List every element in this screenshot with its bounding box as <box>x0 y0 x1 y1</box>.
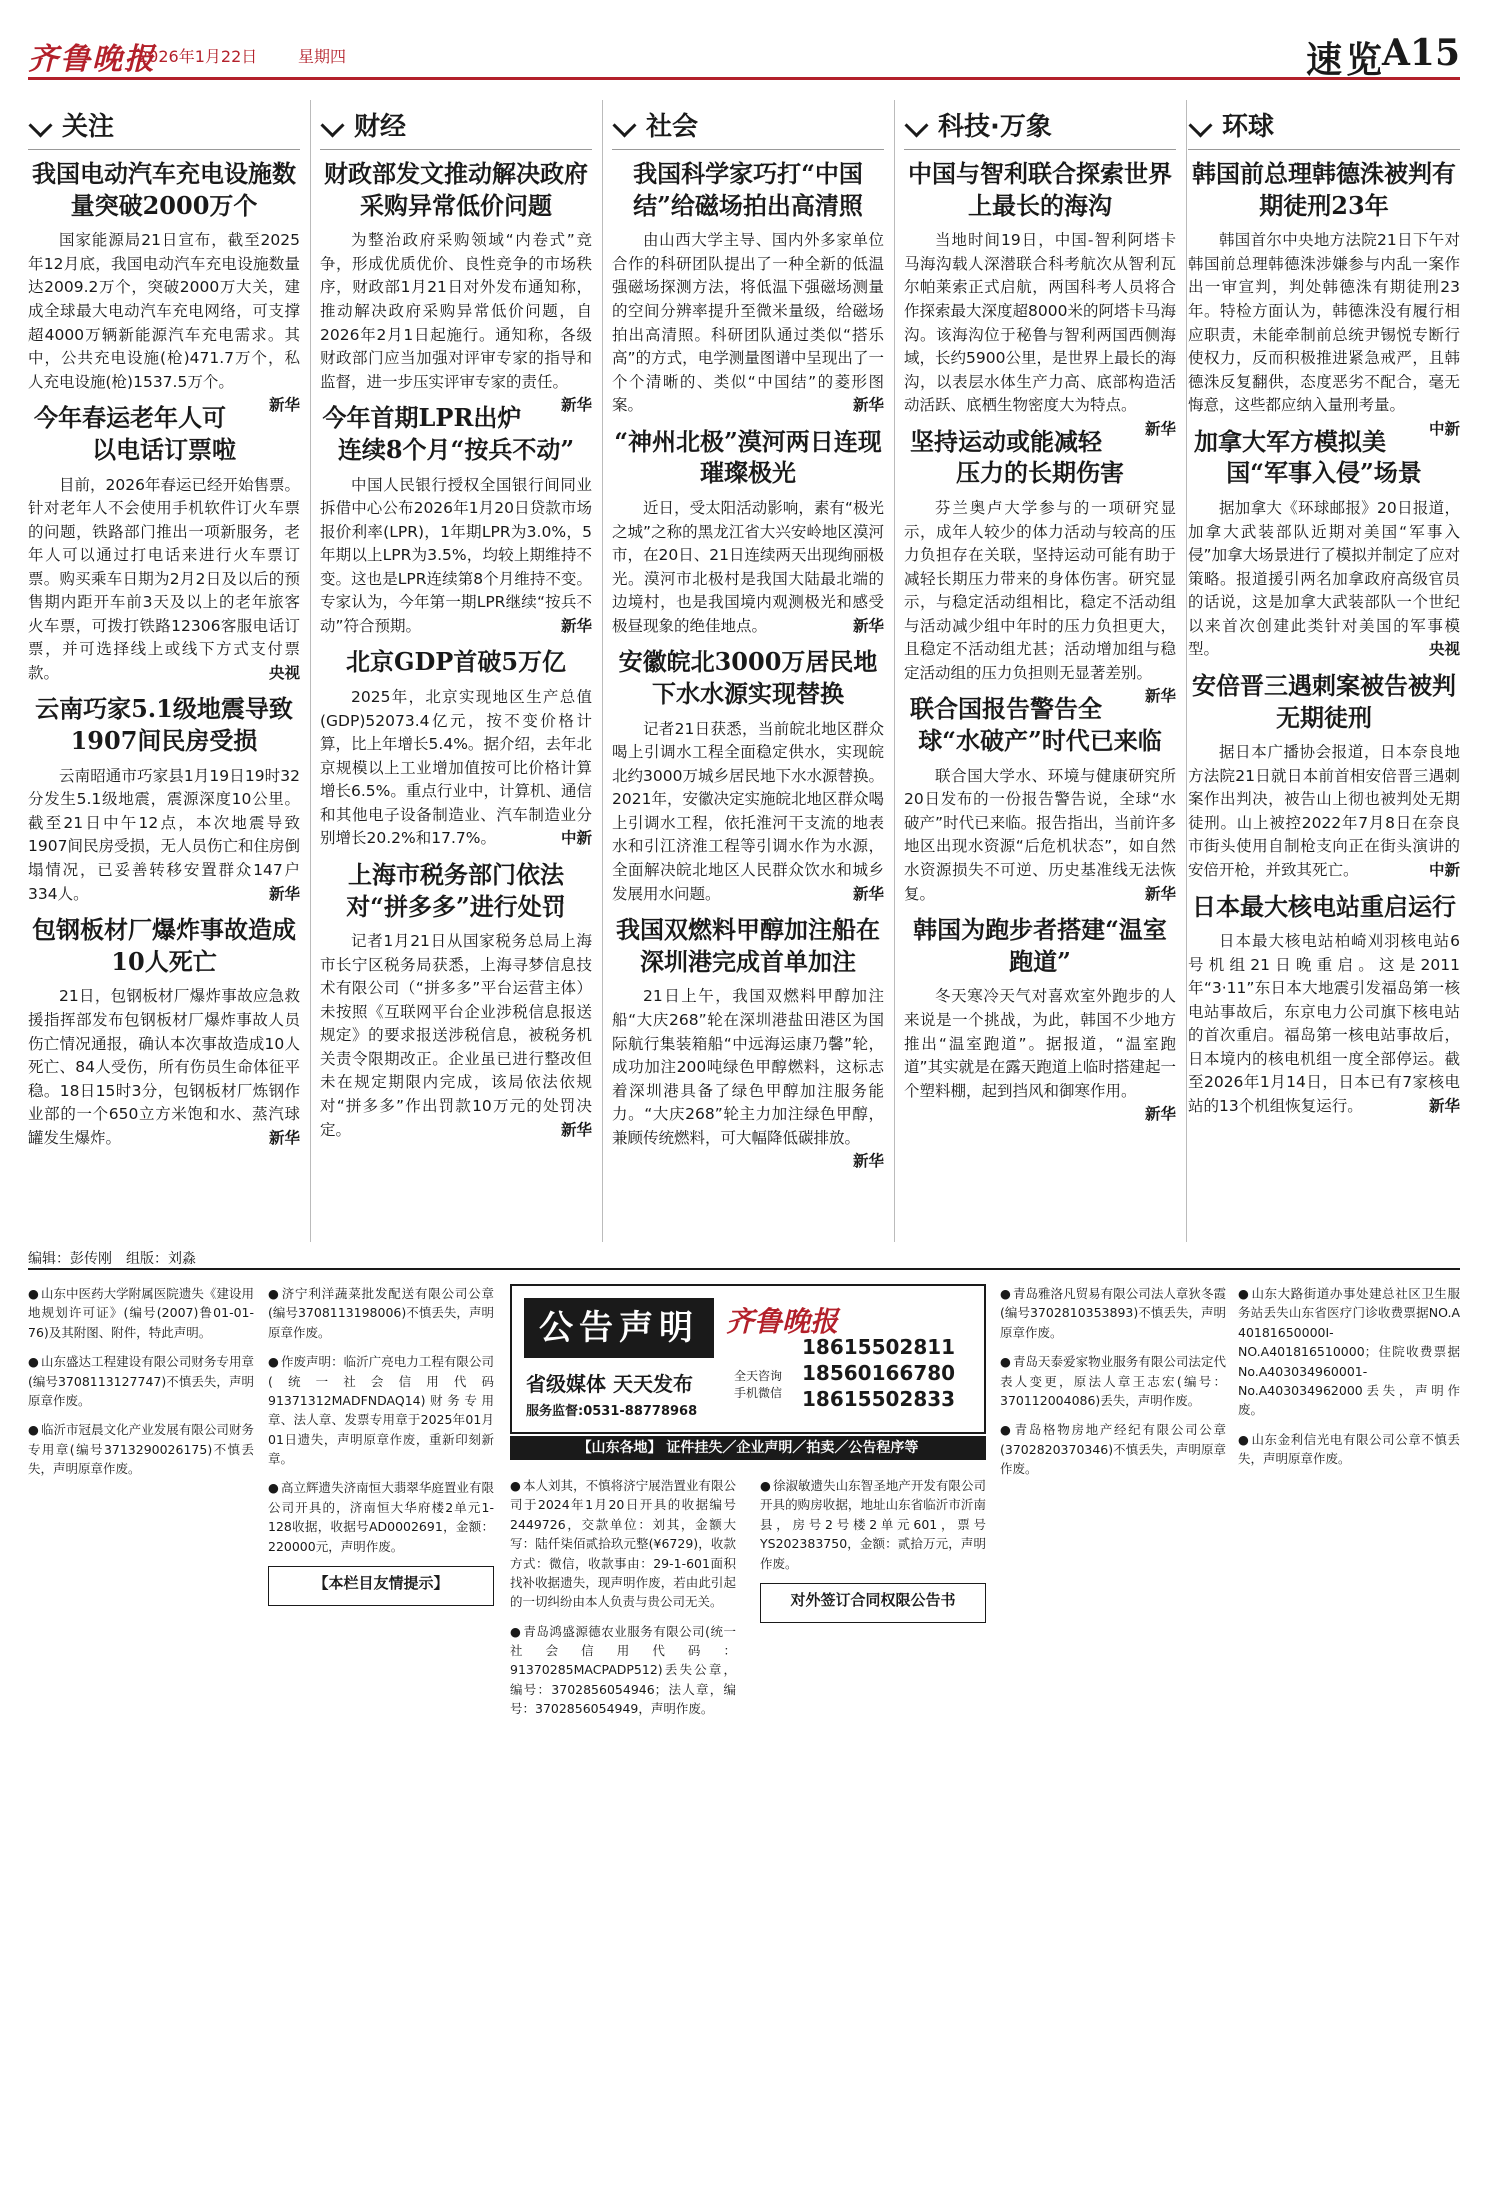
article-source: 中新 <box>560 829 592 848</box>
legal-notice: ● 青岛格物房地产经纪有限公司公章(3702820370346)不慎丢失，声明原章作废。 <box>1000 1420 1226 1478</box>
article-source: 新华 <box>852 1152 884 1171</box>
article-body <box>612 229 884 417</box>
article-source: 中新 <box>1428 860 1460 879</box>
article-source: 新华 <box>852 616 884 635</box>
article-body <box>612 985 884 1171</box>
article-source: 新华 <box>560 1120 592 1139</box>
contract-notice-box <box>760 1583 986 1623</box>
article-source: 新华 <box>1144 419 1176 438</box>
article-source: 新华 <box>268 396 300 415</box>
article-text: 国家能源局21日宣布，截至2025年12月底，我国电动汽车充电设施数量达2009.2万个，突破2000万大关，建成全球最大电动汽车充电网络，可支撑超4000万辆新能源汽车充电需求。其中，公共充电设施(枪)471.7万个，私人充电设施(枪)1537.5万个。 <box>28 231 300 391</box>
article-body <box>904 497 1176 706</box>
article-text: 芬兰奥卢大学参与的一项研究显示，成年人较少的体力活动与较高的压力负担存在关联，坚持运动可能有助于减轻长期压力带来的身体伤害。研究显示，与稳定活动组相比，稳定不活动组与活动减少组中年时的压力负担更大，且稳定不活动组尤甚；活动增加组与稳定活动组的压力负担则无显著差别。 <box>904 499 1176 682</box>
news-grid <box>28 100 1460 1242</box>
news-article <box>320 646 592 851</box>
article-headline: 云南巧家5.1级地震导致1907间民房受损 <box>35 694 293 756</box>
news-article <box>904 914 1176 1124</box>
notices-column-2 <box>268 1284 494 2174</box>
legal-notice: ● 青岛雅洛凡贸易有限公司法人章狄冬霞(编号3702810353893)不慎丢失，声明原章作废。 <box>1000 1284 1226 1342</box>
news-article <box>612 646 884 906</box>
contract-notice-title: 对外签订合同权限公告书 <box>790 1590 956 1609</box>
article-body <box>1188 930 1460 1118</box>
article-headline: 我国双燃料甲醇加注船在深圳港完成首单加注 <box>616 915 880 976</box>
article-headline: 坚持运动或能减轻压力的长期伤害 <box>909 426 1124 488</box>
article-source: 中新 <box>1428 419 1460 438</box>
article-source: 新华 <box>1144 884 1176 903</box>
masthead <box>28 30 1460 80</box>
article-text: 当地时间19日，中国-智利阿塔卡马海沟载人深潜联合科考航次从智利瓦尔帕莱索正式启航，两国科考人员将合作探索最大深度超8000米的阿塔卡马海沟。该海沟位于秘鲁与智利两国西侧海域，长约5900公里，是世界上最长的海沟，以表层水体生产力高、底部构造活动活跃、底栖生物密度大为特点。 <box>904 231 1176 415</box>
ad-services-bar: 【山东各地】 证件挂失／企业声明／拍卖／公告程序等 <box>510 1436 986 1460</box>
ad-phone: 18560166780 <box>802 1361 956 1385</box>
article-source: 新华 <box>1428 1097 1460 1116</box>
news-column <box>612 100 884 1242</box>
column-name: 环球 <box>1222 112 1275 142</box>
column-header <box>904 100 1176 150</box>
newspaper-logo: 齐鲁晚报 <box>28 42 156 77</box>
article-text: 为整治政府采购领域“内卷式”竞争，形成优质优价、良性竞争的市场秩序，财政部1月21日对外发布通知称，推动解决政府采购异常低价问题，自2026年2月1日起施行。通知称，各级财政部门应当加强对评审专家的指导和监督，进一步压实评审专家的责任。 <box>320 231 592 391</box>
legal-notice: ● 山东盛达工程建设有限公司财务专用章(编号3708113127747)不慎丢失，声明原章作废。 <box>28 1352 254 1410</box>
article-headline: 加拿大军方模拟美国“军事入侵”场景 <box>1193 426 1422 488</box>
corner-arrow-icon <box>28 113 52 137</box>
legal-notice: ● 济宁利洋蔬菜批发配送有限公司公章(编号3708113198006)不慎丢失，声明原章作废。 <box>268 1284 494 1342</box>
article-source: 新华 <box>268 1128 300 1147</box>
news-article <box>612 426 884 639</box>
corner-arrow-icon <box>904 113 928 137</box>
column-name: 关注 <box>62 112 115 142</box>
article-text: 日本最大核电站柏崎刈羽核电站6号机组21日晚重启。这是2011年“3·11”东日本大地震引发福岛第一核电站事故后，东京电力公司旗下核电站的首次重启。福岛第一核电站事故后，日本境内的核电机组一度全部停运。截至2026年1月14日，日本已有7家核电站的13个机组恢复运行。 <box>1188 932 1460 1116</box>
article-text: 冬天寒冷天气对喜欢室外跑步的人来说是一个挑战，为此，韩国不少地方推出“温室跑道”。据报道，“温室跑道”其实就是在露天跑道上临时搭建起一个塑料棚，起到挡风和御寒作用。 <box>904 987 1176 1100</box>
article-text: 联合国大学水、环境与健康研究所20日发布的一份报告警告说，全球“水破产”时代已来临。报告指出，当前许多地区出现水资源“后危机状态”，如自然水资源损失不可逆、历史基准线无法恢复。 <box>904 766 1176 903</box>
article-body <box>612 718 884 906</box>
news-article <box>28 914 300 1150</box>
column-header <box>320 100 592 150</box>
article-headline: 今年春运老年人可以电话订票啦 <box>33 403 236 464</box>
section-divider <box>28 1268 1460 1270</box>
article-text: 云南昭通市巧家县1月19日19时32分发生5.1级地震，震源深度10公里。截至21日中午12点，本次地震导致1907间民房受损，无人员伤亡和住房倒塌情况，已妥善转移安置群众147户334人。 <box>28 766 300 903</box>
news-column <box>1188 100 1460 1242</box>
article-headline: “神州北极”漠河两日连现璀璨极光 <box>614 426 882 488</box>
news-article <box>28 693 300 906</box>
news-article <box>320 402 592 638</box>
column-header <box>612 100 884 150</box>
article-body <box>28 985 300 1150</box>
notices-column-4 <box>760 1476 986 2174</box>
column-rule <box>310 100 311 1242</box>
column-rule <box>602 100 603 1242</box>
article-source: 新华 <box>268 884 300 903</box>
article-text: 据日本广播协会报道，日本奈良地方法院21日就日本前首相安倍晋三遇刺案作出判决，被告山上彻也被判处无期徒刑。山上被控2022年7月8日在奈良市街头使用自制枪支向正在街头演讲的安倍开枪，并致其死亡。 <box>1188 743 1460 879</box>
article-text: 韩国首尔中央地方法院21日下午对韩国前总理韩德洙涉嫌参与内乱一案作出一审宣判，判处韩德洙有期徒刑23年。特检方面认为，韩德洙没有履行相应职责，未能牵制前总统尹锡悦专断行使权力，反而积极推进紧急戒严，且韩德洙反复翻供，态度恶劣不配合，毫无悔意，这些都应纳入量刑考量。 <box>1188 231 1460 415</box>
article-headline: 联合国报告警告全球“水破产”时代已来临 <box>909 694 1162 756</box>
ad-media-slogan: 省级媒体 天天发布 <box>526 1372 693 1396</box>
article-source: 新华 <box>560 616 592 635</box>
legal-notice: ● 徐淑敏遗失山东智圣地产开发有限公司开具的购房收据，地址山东省临沂市沂南县，房号2号楼2单元601，票号YS202383750，金额：贰拾万元，声明作废。 <box>760 1476 986 1573</box>
news-column <box>320 100 592 1242</box>
article-headline: 包钢板材厂爆炸事故造成10人死亡 <box>32 915 296 976</box>
article-body <box>320 229 592 415</box>
article-headline: 韩国前总理韩德洙被判有期徒刑23年 <box>1192 159 1456 220</box>
issue-weekday: 星期四 <box>298 47 347 66</box>
article-text: 目前，2026年春运已经开始售票。针对老年人不会使用手机软件订火车票的问题，铁路部门推出一项新服务，老年人可以通过打电话来进行火车票订票。购买乘车日期为2月2日及以后的预售期内距开车前3天及以上的老年旅客火车票，可拨打铁路12306客服电话订票，并可选择线上或线下方式支付票款。 <box>28 475 300 682</box>
article-text: 近日，受太阳活动影响，素有“极光之城”之称的黑龙江省大兴安岭地区漠河市，在20日、21日连续两天出现绚丽极光。漠河市北极村是我国大陆最北端的边境村，也是我国境内观测极光和感受极昼现象的绝佳地点。 <box>612 499 884 635</box>
article-headline: 安倍晋三遇刺案被告被判无期徒刑 <box>1192 670 1456 732</box>
article-source: 新华 <box>1144 1105 1176 1124</box>
news-article <box>904 426 1176 706</box>
article-headline: 上海市税务部门依法对“拼多多”进行处罚 <box>346 859 566 921</box>
legal-notice: ● 山东大路街道办事处建总社区卫生服务站丢失山东省医疗门诊收费票据NO.A 40181650000I-NO.A401816510000；住院收费票据No.A403034960001-No.A403034962000丢失，声明作废。 <box>1238 1284 1460 1420</box>
news-column <box>28 100 300 1242</box>
article-body <box>1188 497 1460 662</box>
news-article <box>28 402 300 685</box>
news-article <box>320 158 592 415</box>
article-text: 21日上午，我国双燃料甲醇加注船“大庆268”轮在深圳港盐田港区为国际航行集装箱船“中远海运康乃馨”轮，成功加注200吨绿色甲醇燃料，这标志着深圳港具备了绿色甲醇加注服务能力。“大庆268”轮主力加注绿色甲醇，兼顾传统燃料，可大幅降低碳排放。 <box>612 987 884 1147</box>
ad-hotline-label: 全天咨询手机微信 <box>734 1369 783 1400</box>
notices-area <box>28 1284 1460 2174</box>
article-source: 央视 <box>268 663 300 682</box>
column-name: 科技·万象 <box>938 112 1052 142</box>
article-body <box>320 930 592 1142</box>
legal-notice: ● 青岛鸿盛源德农业服务有限公司(统一社会信用代码：91370285MACPADP512)丢失公章，编号：3702856054946；法人章，编号：3702856054949，声明作废。 <box>510 1622 736 1719</box>
page-number: A15 <box>1381 32 1460 74</box>
article-headline: 北京GDP首破5万亿 <box>345 647 567 677</box>
news-article <box>1188 158 1460 438</box>
column-header <box>1188 100 1460 150</box>
notices-column-5 <box>1000 1284 1226 2174</box>
article-headline: 中国与智利联合探索世界上最长的海沟 <box>908 159 1172 220</box>
article-body <box>1188 229 1460 438</box>
notices-column-6 <box>1238 1284 1460 2174</box>
article-source: 新华 <box>1144 687 1176 706</box>
notices-column-3 <box>510 1476 736 2174</box>
legal-notice: ● 青岛天泰爱家物业服务有限公司法定代表人变更，原法人章王志宏(编号：370112004086)丢失，声明作废。 <box>1000 1352 1226 1410</box>
issue-date: 2026年1月22日 <box>138 47 258 66</box>
article-headline: 安徽皖北3000万居民地下水水源实现替换 <box>618 647 878 709</box>
legal-notice: ● 本人刘其，不慎将济宁展浩置业有限公司于2024年1月20日开具的收据编号2449726，交款单位：刘其，金额大写：陆仟柒佰贰拾玖元整(¥6729)，收款方式：微信，收款事由：29-1-601面积找补收据遗失，现声明作废，若由此引起的一切纠纷由本人负责与贵公司无关。 <box>510 1476 736 1612</box>
article-body <box>904 229 1176 438</box>
article-headline: 我国科学家巧打“中国结”给磁场拍出高清照 <box>633 159 863 220</box>
editor-credit: 编辑：彭传刚 组版：刘淼 <box>28 1251 196 1267</box>
news-article <box>1188 891 1460 1119</box>
article-text: 记者1月21日从国家税务总局上海市长宁区税务局获悉，上海寻梦信息技术有限公司（“拼多多”平台运营主体）未按照《互联网平台企业涉税信息报送规定》的要求报送涉税信息，被税务机关责令限期改正。企业虽已进行整改但未在规定期限内完成，该局依法依规对“拼多多”作出罚款10万元的处罚决定。 <box>320 932 592 1139</box>
legal-notice: ● 山东中医药大学附属医院遗失《建设用地规划许可证》(编号(2007)鲁01-01-76)及其附图、附件，特此声明。 <box>28 1284 254 1342</box>
announcement-ad-box <box>510 1284 986 1434</box>
article-text: 中国人民银行授权全国银行间同业拆借中心公布2026年1月20日贷款市场报价利率(LPR)，1年期LPR为3.0%，5年期以上LPR为3.5%，均较上期维持不变。这也是LPR连续第8个月维持不变。专家认为，今年第一期LPR继续“按兵不动”符合预期。 <box>320 475 592 635</box>
article-headline: 日本最大核电站重启运行 <box>1192 891 1456 921</box>
article-body <box>28 229 300 415</box>
article-body <box>28 765 300 906</box>
news-article <box>1188 426 1460 662</box>
article-text: 记者21日获悉，当前皖北地区群众喝上引调水工程全面稳定供水，实现皖北约3000万城乡居民地下水水源替换。2021年，安徽决定实施皖北地区群众喝上引调水工程，依托淮河干支流的地表水和引江济淮工程等引调水作为水源，全面解决皖北地区人民群众饮水和城乡发展用水问题。 <box>612 719 884 903</box>
article-headline: 财政部发文推动解决政府采购异常低价问题 <box>324 159 588 220</box>
column-header <box>28 100 300 150</box>
article-text: 2025年，北京实现地区生产总值(GDP)52073.4亿元，按不变价格计算，比上年增长5.4%。据介绍，去年北京规模以上工业增加值按可比价格计算增长6.5%。重点行业中，计算机、通信和其他电子设备制造业、汽车制造业分别增长20.2%和17.7%。 <box>320 688 592 848</box>
news-article <box>904 693 1176 906</box>
article-body <box>904 985 1176 1124</box>
news-article <box>1188 670 1460 883</box>
column-name: 财经 <box>354 112 407 142</box>
article-source: 新华 <box>852 884 884 903</box>
article-body <box>320 686 592 851</box>
news-article <box>612 914 884 1171</box>
tip-box-title: 【本栏目友情提示】 <box>313 1573 449 1592</box>
article-headline: 韩国为跑步者搭建“温室跑道” <box>913 915 1167 976</box>
ad-logo: 齐鲁晚报 <box>726 1305 839 1338</box>
ad-phone-list <box>802 1334 955 1412</box>
ad-phone: 18615502811 <box>802 1335 956 1359</box>
section-title: 速览 <box>1305 39 1386 81</box>
column-name: 社会 <box>646 112 699 142</box>
article-text: 由山西大学主导、国内外多家单位合作的科研团队提出了一种全新的低温强磁场探测方法，将低温下强磁场测量的空间分辨率提升至微米量级，给磁场拍出高清照。科研团队通过类似“搭乐高”的方式，电学测量图谱中呈现出了一个个清晰的、类似“中国结”的菱形图案。 <box>612 231 884 415</box>
ad-phone: 18615502833 <box>802 1387 956 1411</box>
legal-notice: ● 山东金利信光电有限公司公章不慎丢失，声明原章作废。 <box>1238 1430 1460 1469</box>
article-source: 新华 <box>852 396 884 415</box>
column-rule <box>1186 100 1187 1242</box>
article-body <box>904 765 1176 906</box>
article-body <box>1188 741 1460 882</box>
corner-arrow-icon <box>1188 113 1212 137</box>
article-source: 新华 <box>560 396 592 415</box>
news-article <box>904 158 1176 438</box>
tip-box <box>268 1566 494 1606</box>
ad-supervise-line: 服务监督:0531-88778968 <box>526 1404 698 1419</box>
article-body <box>28 474 300 686</box>
news-column <box>904 100 1176 1242</box>
article-body <box>320 474 592 639</box>
article-headline: 今年首期LPR出炉连续8个月“按兵不动” <box>322 403 575 464</box>
article-text: 21日，包钢板材厂爆炸事故应急救援指挥部发布包钢板材厂爆炸事故人员伤亡情况通报，确认本次事故造成10人死亡、84人受伤，所有伤员生命体征平稳。18日15时3分，包钢板材厂炼钢作业部的一个650立方米饱和水、蒸汽球罐发生爆炸。 <box>28 987 300 1147</box>
article-body <box>612 497 884 638</box>
corner-arrow-icon <box>320 113 344 137</box>
article-headline: 我国电动汽车充电设施数量突破2000万个 <box>32 159 296 220</box>
corner-arrow-icon <box>612 113 636 137</box>
news-article <box>320 859 592 1142</box>
ad-title: 公告声明 <box>524 1298 714 1358</box>
legal-notice: ● 作废声明：临沂广亮电力工程有限公司(统一社会信用代码91371312MADFNDAQ14)财务专用章、法人章、发票专用章于2025年01月01日遗失，声明原章作废，重新印刻新章。 <box>268 1352 494 1468</box>
legal-notice: ● 高立辉遗失济南恒大翡翠华庭置业有限公司开具的，济南恒大华府楼2单元1-128收据，收据号AD0002691，金额：220000元，声明作废。 <box>268 1478 494 1556</box>
legal-notice: ● 临沂市冠晨文化产业发展有限公司财务专用章(编号3713290026175)不慎丢失，声明原章作废。 <box>28 1420 254 1478</box>
article-source: 央视 <box>1428 640 1460 659</box>
news-article <box>612 158 884 418</box>
notices-column-1 <box>28 1284 254 2174</box>
article-text: 据加拿大《环球邮报》20日报道，加拿大武装部队近期对美国“军事入侵”加拿大场景进行了模拟并制定了应对策略。报道援引两名加拿政府高级官员的话说，这是加拿大武装部队一个世纪以来首次创建此类针对美国的军事模型。 <box>1188 499 1460 659</box>
column-rule <box>894 100 895 1242</box>
news-article <box>28 158 300 415</box>
